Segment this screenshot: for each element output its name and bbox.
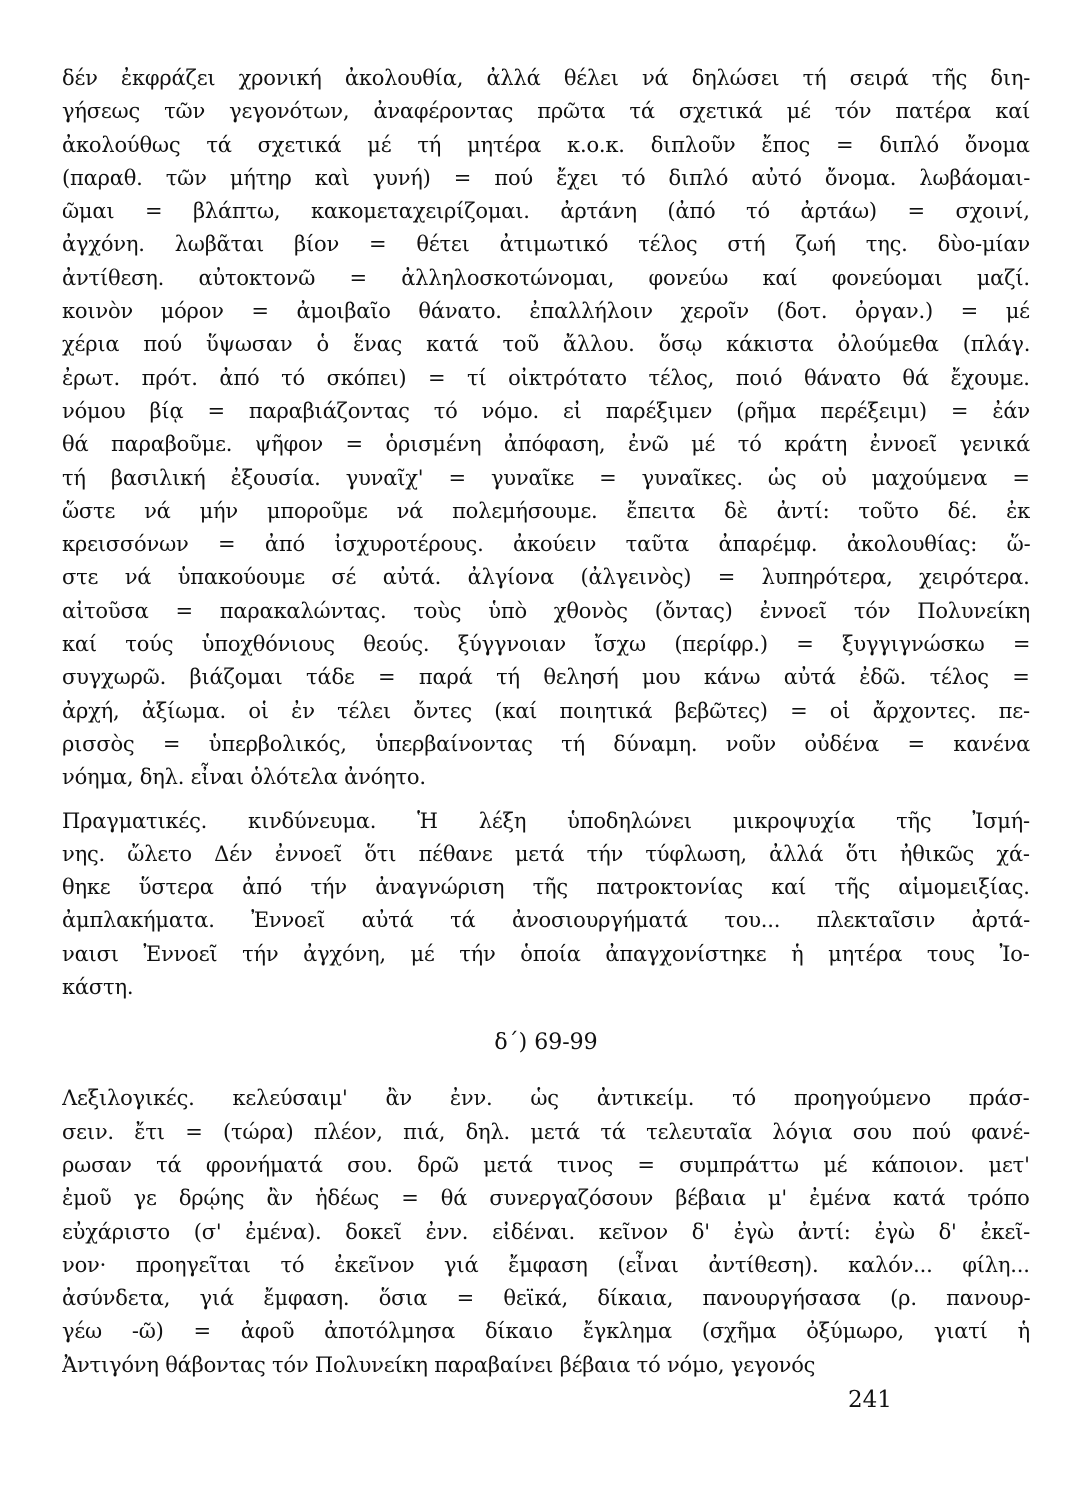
text-line: Πραγματικές. κινδύνευμα. Ἡ λέξη ὑποδηλώνει μικροψυχία τῆς Ἰσμή- (62, 808, 1030, 833)
text-line: ἐρωτ. πρότ. ἀπό τό σκόπει) = τί οἰκτρότατο τέλος, ποιό θάνατο θά ἔχουμε. (62, 365, 1030, 390)
text-line: νόμου βίᾳ = παραβιάζοντας τό νόμο. εἰ παρέξιμεν (ρῆμα περέξειμι) = ἐάν (62, 398, 1030, 423)
text-line: κοινὸν μόρον = ἀμοιβαῖο θάνατο. ἐπαλλήλοιν χεροῖν (δοτ. ὀργαν.) = μέ (62, 299, 1030, 324)
text-line: γέω -ῶ) = ἀφοῦ ἀποτόλμησα δίκαιο ἔγκλημα (σχῆμα ὀξύμωρο, γιατί ἡ (62, 1319, 1030, 1344)
text-line: κάστη. (62, 975, 134, 1000)
text-line: ὥστε νά μήν μποροῦμε νά πολεμήσουμε. ἔπειτα δὲ ἀντί: τοῦτο δέ. ἐκ (62, 498, 1030, 523)
paragraph-lexical-notes (62, 1082, 1030, 1382)
text-line: νον· προηγεῖται τό ἐκεῖνον γιά ἔμφαση (εἶναι ἀντίθεση). καλόν... φίλη... (62, 1252, 1030, 1277)
text-line: ἀκολούθως τά σχετικά μέ τή μητέρα κ.ο.κ. διπλοῦν ἔπος = διπλό ὄνομα (62, 132, 1030, 157)
text-line: κρεισσόνων = ἀπό ἰσχυροτέρους. ἀκούειν ταῦτα ἀπαρέμφ. ἀκολουθίας: ὥ- (62, 532, 1030, 557)
text-line: ναισι Ἐννοεῖ τήν ἀγχόνη, μέ τήν ὁποία ἀπαγχονίστηκε ἡ μητέρα τους Ἰο- (62, 941, 1030, 966)
text-line: γήσεως τῶν γεγονότων, ἀναφέροντας πρῶτα τά σχετικά μέ τόν πατέρα καί (62, 99, 1030, 124)
text-line: ρισσὸς = ὑπερβολικός, ὑπερβαίνοντας τή δύναμη. νοῦν οὐδένα = κανένα (62, 731, 1030, 756)
text-line: Ἀντιγόνη θάβοντας τόν Πολυνείκη παραβαίνει βέβαια τό νόμο, γεγονός (62, 1352, 816, 1377)
text-line: εὐχάριστο (σ' ἐμένα). δοκεῖ ἐνν. εἰδέναι. κεῖνον δ' ἐγὼ ἀντί: ἐγὼ δ' ἐκεῖ- (62, 1219, 1030, 1244)
page-number: 241 (848, 1387, 892, 1413)
text-line: τή βασιλική ἐξουσία. γυναῖχ' = γυναῖκε = γυναῖκες. ὡς οὐ μαχούμενα = (62, 465, 1030, 490)
text-line: αἰτοῦσα = παρακαλώντας. τοὺς ὑπὸ χθονὸς (ὄντας) ἐννοεῖ τόν Πολυνείκη (62, 598, 1030, 623)
text-line: συγχωρῶ. βιάζομαι τάδε = παρά τή θελησή μου κάνω αὐτά ἐδῶ. τέλος = (62, 665, 1030, 690)
text-line: θηκε ὕστερα ἀπό τήν ἀναγνώριση τῆς πατροκτονίας καί τῆς αἱμομειξίας. (62, 875, 1030, 900)
text-line: δέν ἐκφράζει χρονική ἀκολουθία, ἀλλά θέλει νά δηλώσει τή σειρά τῆς διη- (62, 66, 1030, 90)
text-line: ρωσαν τά φρονήματά σου. δρῶ μετά τινος = συμπράττω μέ κάποιον. μετ' (62, 1152, 1030, 1177)
text-line: ἀσύνδετα, γιά ἔμφαση. ὅσια = θεϊκά, δίκαια, πανουργήσασα (ρ. πανουρ- (62, 1286, 1030, 1311)
text-line: νόημα, δηλ. εἶναι ὁλότελα ἀνόητο. (62, 765, 426, 790)
paragraph-vocabulary-notes (62, 62, 1030, 795)
text-line: νης. ὤλετο Δέν ἐννοεῖ ὅτι πέθανε μετά τήν τύφλωση, ἀλλά ὅτι ἠθικῶς χά- (62, 841, 1030, 866)
text-line: (παραθ. τῶν μήτηρ καὶ γυνή) = πού ἔχει τό διπλό αὐτό ὄνομα. λωβάομαι- (62, 165, 1030, 190)
text-line: ἀντίθεση. αὐτοκτονῶ = ἀλληλοσκοτώνομαι, φονεύω καί φονεύομαι μαζί. (62, 265, 1030, 290)
page-body (62, 62, 1030, 1382)
text-line: θά παραβοῦμε. ψῆφον = ὁρισμένη ἀπόφαση, ἐνῶ μέ τό κράτη ἐννοεῖ γενικά (62, 432, 1030, 457)
text-line: χέρια πού ὕψωσαν ὁ ἕνας κατά τοῦ ἄλλου. ὅσῳ κάκιστα ὀλούμεθα (πλάγ. (62, 332, 1030, 357)
text-line: ἀρχή, ἀξίωμα. οἱ ἐν τέλει ὄντες (καί ποιητικά βεβῶτες) = οἱ ἄρχοντες. πε- (62, 698, 1030, 723)
text-line: καί τούς ὑποχθόνιους θεούς. ξύγγνοιαν ἴσχω (περίφρ.) = ξυγγιγνώσκω = (62, 632, 1030, 657)
text-line: Λεξιλογικές. κελεύσαιμ' ἂν ἐνν. ὡς ἀντικείμ. τό προηγούμενο πράσ- (62, 1086, 1030, 1111)
paragraph-factual-notes (62, 805, 1030, 1005)
section-heading: δ΄) 69-99 (494, 1030, 598, 1056)
text-line: ἀμπλακήματα. Ἐννοεῖ αὐτά τά ἀνοσιουργήματά του... πλεκταῖσιν ἀρτά- (62, 908, 1030, 933)
text-line: στε νά ὑπακούουμε σέ αὐτά. ἀλγίονα (ἀλγεινὸς) = λυπηρότερα, χειρότερα. (62, 565, 1030, 590)
text-line: ἀγχόνη. λωβᾶται βίον = θέτει ἀτιμωτικό τέλος στή ζωή της. δὺο-μίαν (62, 232, 1030, 257)
text-line: ἐμοῦ γε δρῴης ἂν ἡδέως = θά συνεργαζόσουν βέβαια μ' ἐμένα κατά τρόπο (62, 1186, 1030, 1211)
text-line: σειν. ἔτι = (τώρα) πλέον, πιά, δηλ. μετά τά τελευταῖα λόγια σου πού φανέ- (62, 1119, 1030, 1144)
text-line: ῶμαι = βλάπτω, κακομεταχειρίζομαι. ἀρτάνη (ἀπό τό ἀρτάω) = σχοινί, (62, 199, 1030, 224)
